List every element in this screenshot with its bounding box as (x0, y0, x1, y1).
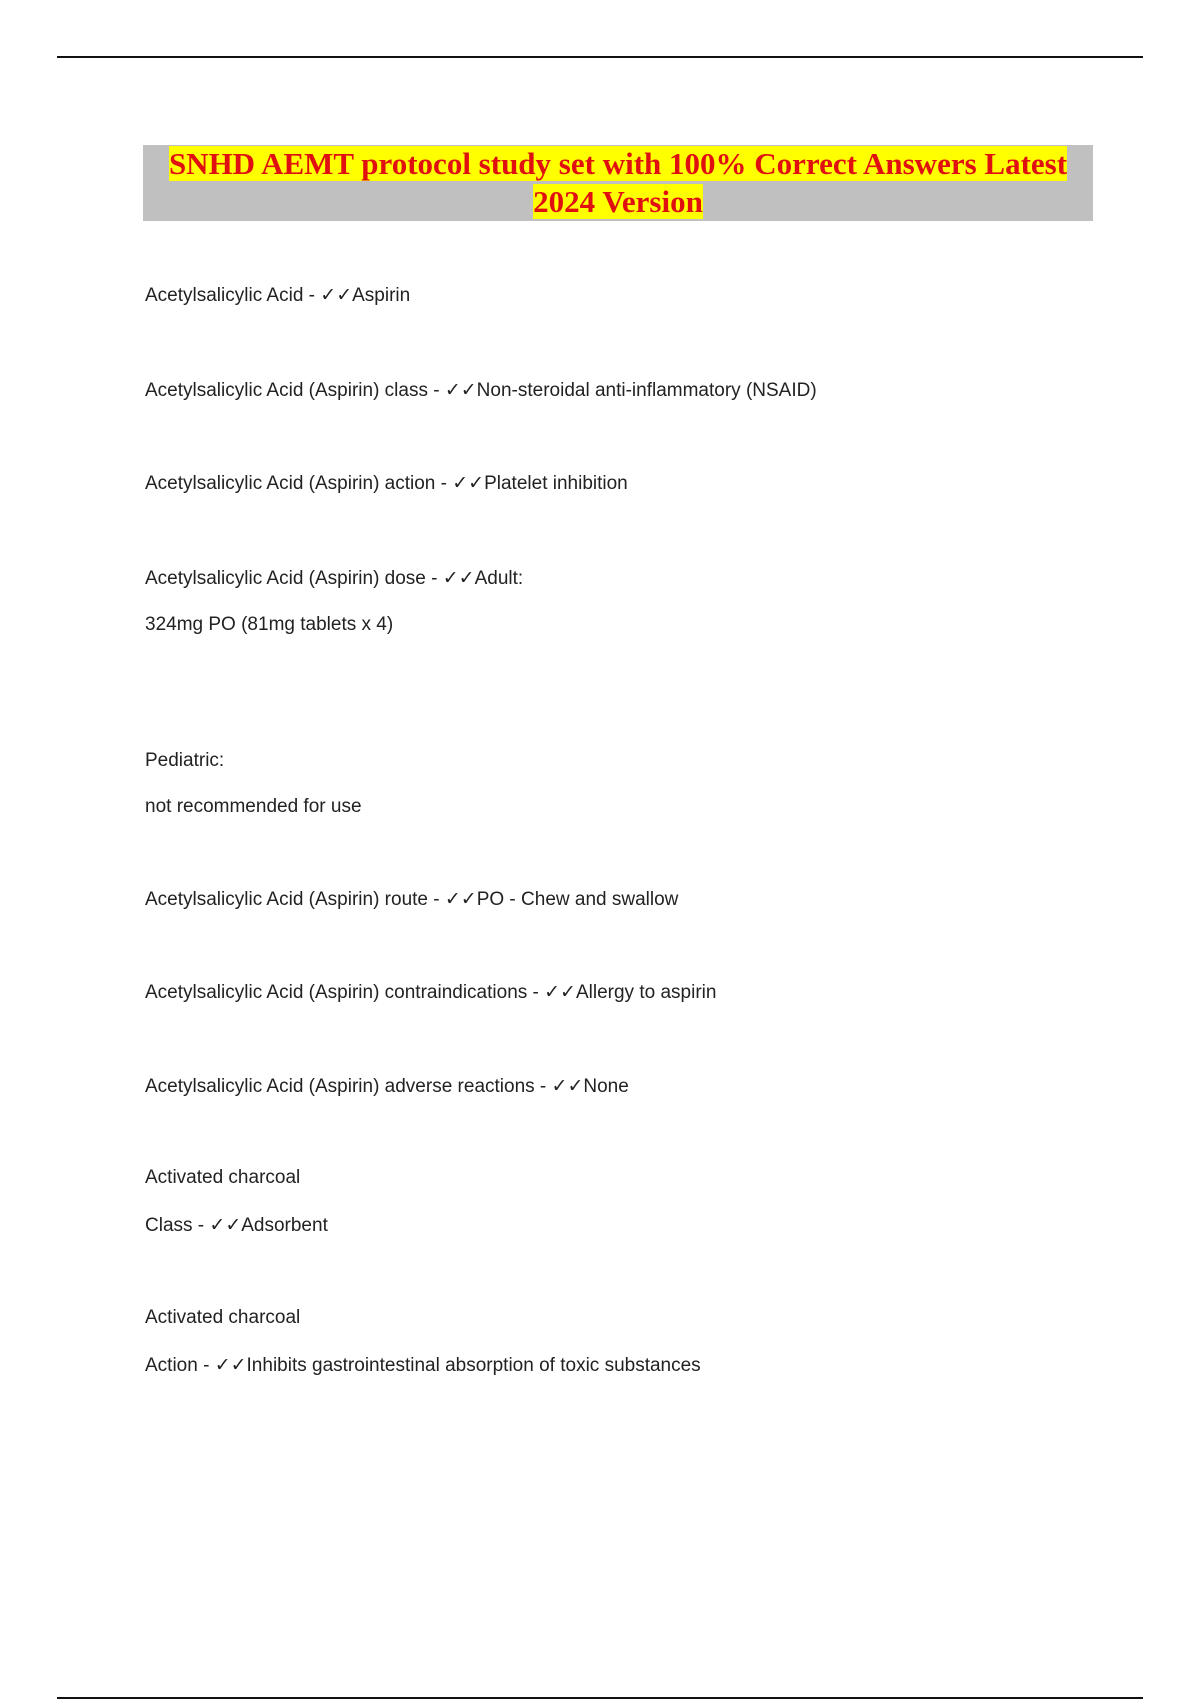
qa-line-continued: Class - ✓✓Adsorbent (145, 1215, 328, 1236)
qa-line: Acetylsalicylic Acid (Aspirin) route - ✓✓PO - Chew and swallow (145, 889, 679, 910)
qa-line: Acetylsalicylic Acid - ✓✓Aspirin (145, 285, 411, 306)
qa-line: Activated charcoal (145, 1307, 301, 1328)
header-rule (57, 56, 1143, 58)
qa-line-continued: Pediatric: (145, 750, 225, 771)
qa-line-continued: 324mg PO (81mg tablets x 4) (145, 614, 394, 635)
qa-line: Acetylsalicylic Acid (Aspirin) class - ✓✓Non-steroidal anti-inflammatory (NSAID) (145, 380, 817, 401)
qa-line: Acetylsalicylic Acid (Aspirin) adverse reactions - ✓✓None (145, 1076, 629, 1097)
qa-line: Acetylsalicylic Acid (Aspirin) contraindications - ✓✓Allergy to aspirin (145, 982, 717, 1003)
qa-line: Acetylsalicylic Acid (Aspirin) action - ✓✓Platelet inhibition (145, 473, 628, 494)
qa-line-continued: not recommended for use (145, 796, 362, 817)
title-line-2: 2024 Version (533, 184, 703, 219)
document-title (143, 145, 1093, 221)
footer-rule (57, 1697, 1143, 1699)
qa-line-continued: Action - ✓✓Inhibits gastrointestinal absorption of toxic substances (145, 1355, 701, 1376)
qa-line: Activated charcoal (145, 1167, 301, 1188)
title-line-1: SNHD AEMT protocol study set with 100% Correct Answers Latest (168, 146, 1068, 181)
qa-line: Acetylsalicylic Acid (Aspirin) dose - ✓✓Adult: (145, 568, 524, 589)
